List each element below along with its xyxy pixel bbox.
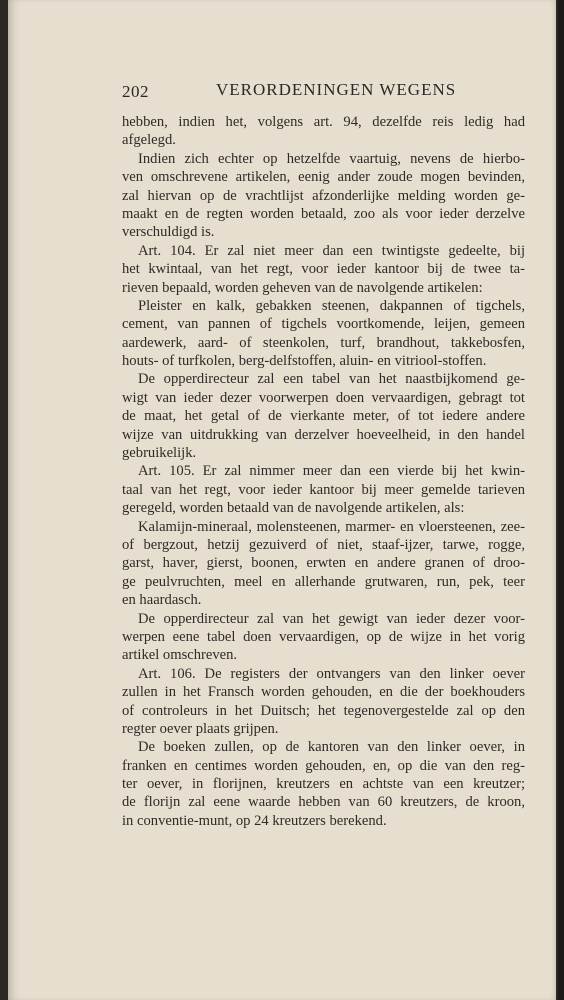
page-number: 202: [122, 82, 149, 101]
text-line: cement, van pannen of tigchels voortkomende, leijen, gemeen: [122, 316, 525, 333]
text-line: De opperdirecteur zal een tabel van het naastbijkomend ge-: [138, 371, 525, 388]
text-line: houts- of turfkolen, berg-delfstoffen, aluin- en vitriool-stoffen.: [122, 353, 487, 370]
text-line: of controleurs in het Duitsch; het tegenovergestelde zal op den: [122, 702, 525, 719]
text-line: werpen eene tabel doen vervaardigen, op de wijze in het vorig: [122, 628, 525, 645]
text-line: taal van het regt, voor ieder kantoor bij meer gemelde tarieven: [122, 481, 525, 498]
running-head: VERORDENINGEN WEGENS: [216, 80, 457, 99]
text-line: garst, haver, gierst, boonen, erwten en andere granen of droo-: [122, 555, 525, 572]
text-line: hebben, indien het, volgens art. 94, dezelfde reis ledig had: [122, 114, 525, 130]
text-line: of bergzout, hetzij gezuiverd of niet, staaf-ijzer, tarwe, rogge,: [122, 536, 525, 553]
text-line: wijze van uitdrukking van derzelver hoeveelheid, in den handel: [122, 426, 525, 443]
text-line: afgelegd.: [122, 132, 176, 149]
text-line: artikel omschreven.: [122, 647, 238, 664]
text-line: zal hiervan op de vrachtlijst afzonderlijke melding worden ge-: [122, 187, 525, 204]
text-line: Art. 106. De registers der ontvangers van den linker oever: [138, 665, 525, 682]
text-line: franken en centimes worden gehouden, en, op die van den reg-: [122, 757, 525, 774]
text-line: het kwintaal, van het regt, voor ieder kantoor bij de twee ta-: [122, 261, 525, 278]
text-line: de florijn zal eene waarde hebben van 60 kreutzers, de kroon,: [122, 794, 525, 811]
text-line: de maat, het getal of de vierkante meter, of tot iedere andere: [122, 408, 525, 425]
text-line: maakt en de regten worden betaald, zoo als voor ieder derzelve: [122, 205, 525, 222]
text-line: Art. 105. Er zal nimmer meer dan een vierde bij het kwin-: [138, 463, 525, 480]
text-line: aardewerk, aard- of steenkolen, turf, brandhout, takkebosfen,: [122, 334, 525, 351]
book-edge: [558, 0, 564, 1000]
text-line: geregeld, worden betaald van de navolgende artikelen, als:: [122, 500, 465, 517]
text-line: zullen in het Fransch worden gehouden, en die der boekhouders: [122, 684, 525, 701]
text-line: wigt van ieder dezer voorwerpen doen vervaardigen, gebragt tot: [122, 389, 525, 406]
text-line: verschuldigd is.: [122, 224, 215, 241]
text-line: en haardasch.: [122, 592, 202, 609]
text-line: ge peulvruchten, meel en allerhande grutwaren, run, pek, teer: [122, 573, 525, 590]
text-line: ven omschrevene artikelen, eenig ander zoude mogen bevinden,: [122, 169, 525, 186]
text-line: in conventie-munt, op 24 kreutzers berekend.: [122, 812, 387, 829]
text-line: regter oever plaats grijpen.: [122, 720, 279, 737]
page-header: [122, 80, 525, 104]
book-page: [8, 0, 556, 1000]
text-line: De opperdirecteur zal van het gewigt van ieder dezer voor-: [138, 610, 525, 627]
text-line: rieven bepaald, worden geheven van de navolgende artikelen:: [122, 279, 483, 296]
text-line: ter oever, in florijnen, kreutzers en achtste van een kreutzer;: [122, 776, 525, 793]
text-line: De boeken zullen, op de kantoren van den linker oever, in: [138, 739, 525, 756]
text-line: Indien zich echter op hetzelfde vaartuig, nevens de hierbo-: [138, 150, 525, 167]
body-text: [122, 113, 525, 830]
text-line: Pleister en kalk, gebakken steenen, dakpannen of tigchels,: [138, 297, 525, 314]
text-line: Art. 104. Er zal niet meer dan een twintigste gedeelte, bij: [138, 242, 525, 259]
text-line: Kalamijn-mineraal, molensteenen, marmer- en vloersteenen, zee-: [138, 518, 525, 535]
text-line: gebruikelijk.: [122, 445, 197, 462]
